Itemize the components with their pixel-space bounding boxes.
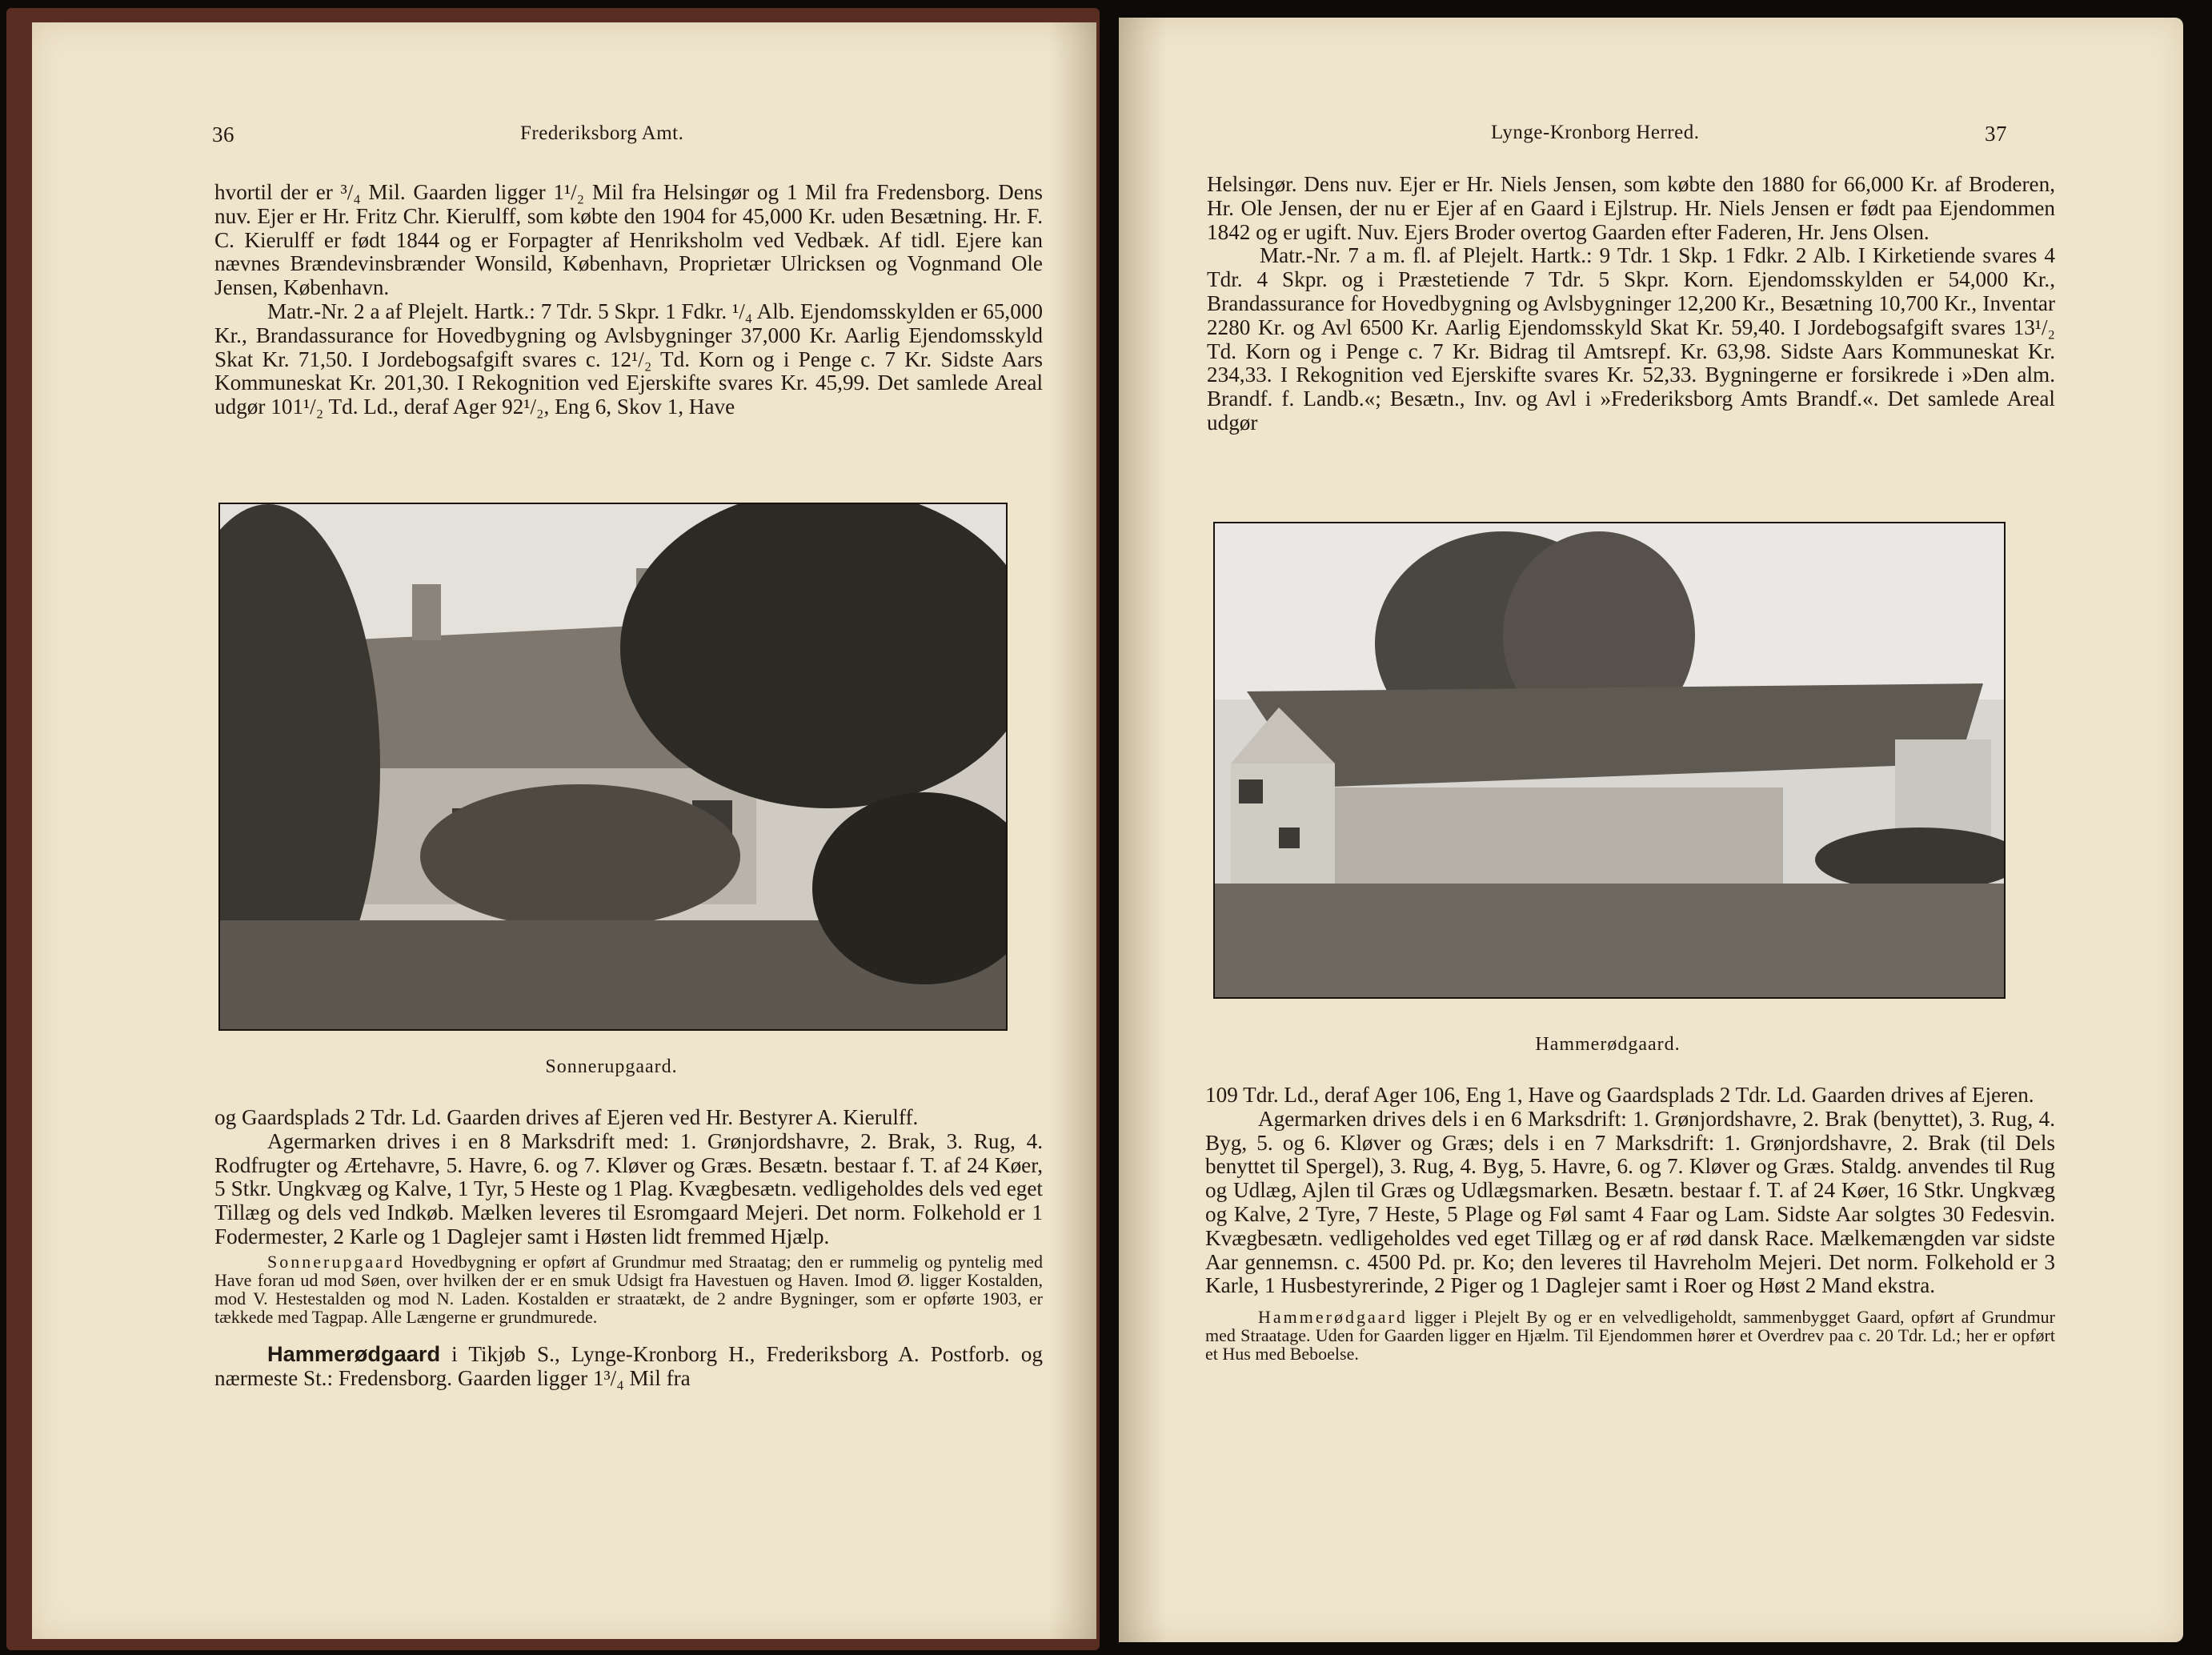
paragraph: Matr.-Nr. 2 a af Plejelt. Hartk.: 7 Tdr. 5 Skpr. 1 Fdkr. ¹/₄ Alb. Ejendomsskylden er 65,000 Kr., Brandassurance for Hovedbygning og Avlsbygninger 37,000 Kr. Aarlig Ejendomsskyld Skat Kr. 71,50. I Jordebogsafgift svares c. 12¹/₂ Td. Korn og i Penge c. 7 Kr. Sidste Aars Kommuneskat Kr. 201,30. I Rekognition ved Ejerskifte svares Kr. 45,99. Det samlede Areal udgør 101¹/₂ Td. Ld., deraf Ager 92¹/₂, Eng 6, Skov 1, Have bbox=[214, 299, 1043, 419]
estate-text: i Tikjøb S., Lynge-Kronborg H., Frederiksborg A. Postforb. og nærmeste St.: Fredensborg. Gaarden ligger 1³/₄ Mil fra bbox=[214, 1341, 1043, 1390]
house-photo-illustration bbox=[220, 504, 1006, 1029]
text-bottom bbox=[1205, 1084, 2055, 1363]
paragraph: Agermarken drives i en 8 Marksdrift med: 1. Grønjordshavre, 2. Brak, 3. Rug, 4. Rodfrugter og Ærtehavre, 5. Havre, 6. og 7. Kløver og Græs. Besætn. bestaar f. T. af 24 Køer, 5 Stkr. Ungkvæg og Kalve, 1 Tyr, 5 Heste og 1 Plag. Kvægbesætn. vedligeholdes dels ved eget Tillæg og dels ved Indkøb. Mælken leveres til Esromgaard Mejeri. Det norm. Folkehold er 1 Fodermester, 2 Karle og 1 Daglejer samt i Høsten lidt fremmed Hjælp. bbox=[214, 1128, 1043, 1248]
page-number: 37 bbox=[1985, 122, 2007, 146]
paragraph: og Gaardsplads 2 Tdr. Ld. Gaarden drives af Ejeren ved Hr. Bestyrer A. Kierulff. bbox=[214, 1105, 919, 1129]
photo-hammerodgaard bbox=[1213, 522, 2006, 999]
text-bottom bbox=[214, 1106, 1043, 1390]
paragraph bbox=[214, 1342, 1043, 1391]
small-text: ligger i Plejelt By og er en velvedligeholdt, sammenbygget Gaard, opført af Grundmur med Straatage. Uden for Gaarden ligger en Hjælm. Til Ejendommen hører et Overdrev paa c. 20 Tdr. Ld.; her er opført et Hus med Beboelse. bbox=[1205, 1307, 2055, 1364]
photo-caption: Hammerødgaard. bbox=[1535, 1034, 1681, 1055]
photo-caption: Sonnerupgaard. bbox=[545, 1056, 678, 1077]
small-lead: Sonnerupgaard bbox=[267, 1251, 406, 1272]
estate-name: Hammerødgaard bbox=[267, 1340, 441, 1366]
photo-sonnerupgaard bbox=[218, 503, 1008, 1031]
page-number: 36 bbox=[212, 122, 234, 146]
small-paragraph bbox=[1205, 1308, 2055, 1363]
spine-shadow bbox=[1048, 22, 1096, 1639]
paragraph: Helsingør. Dens nuv. Ejer er Hr. Niels Jensen, som købte den 1880 for 66,000 Kr. af Broderen, Hr. Ole Jensen, der nu er Ejer af en Gaard i Ejlstrup. Hr. Niels Jensen er født paa Ejendommen 1842 og er ugift. Nuv. Ejers Broder overtog Gaarden efter Faderen, Hr. Jens Olsen. bbox=[1207, 172, 2055, 244]
text-top bbox=[214, 181, 1043, 419]
farm-photo-illustration bbox=[1215, 523, 2004, 997]
text-top bbox=[1207, 173, 2055, 435]
paragraph: 109 Tdr. Ld., deraf Ager 106, Eng 1, Have og Gaardsplads 2 Tdr. Ld. Gaarden drives af Ejeren. bbox=[1205, 1083, 2034, 1107]
paragraph: Matr.-Nr. 7 a m. fl. af Plejelt. Hartk.: 9 Tdr. 1 Skp. 1 Fdkr. 2 Alb. I Kirketiende svares 4 Tdr. 4 Skpr. og i Præstetiende 7 Tdr. 5 Skpr. Korn. Ejendomsskylden er 54,000 Kr., Brandassurance for Hovedbygning og Avlsbygninger 12,200 Kr., Besætning 10,700 Kr., Inventar 2280 Kr. og Avl 6500 Kr. Aarlig Ejendomsskyld Skat Kr. 59,40. I Jordebogsafgift svares 13¹/₂ Td. Korn og i Penge c. 7 Kr. Bidrag til Amtsrepf. Kr. 63,98. Sidste Aars Kommuneskat Kr. 234,33. I Rekognition ved Ejerskifte svares Kr. 52,33. Bygningerne er forsikrede i »Den alm. Brandf. f. Landb.«; Besætn., Inv. og Avl i »Frederiksborg Amts Brandf.«. Det samlede Areal udgør bbox=[1207, 243, 2055, 435]
spine-shadow bbox=[1119, 18, 1167, 1642]
running-head: Frederiksborg Amt. bbox=[520, 122, 684, 144]
small-text: Hovedbygning er opført af Grundmur med Straatag; den er rummelig og pyntelig med Have foran ud mod Søen, over hvilken der er en smuk Udsigt fra Havestuen og Haven. Imod Ø. ligger Kostalden, mod V. Hestestalden og mod N. Laden. Kostalden er straatækt, de 2 andre Bygninger, som er opførte 1903, er tækkede med Tagpap. Alle Længerne er grundmurede. bbox=[214, 1251, 1043, 1327]
small-paragraph bbox=[214, 1252, 1043, 1326]
right-page bbox=[1119, 18, 2183, 1642]
paragraph: Agermarken drives dels i en 6 Marksdrift: 1. Grønjordshavre, 2. Brak (benyttet), 3. Rug, 4. Byg, 5. og 6. Kløver og Græs; dels i en 7 Marksdrift: 1. Grønjordshavre, 2. Brak (til Dels benyttet til Spergel), 3. Rug, 4. Byg, 5. Havre, 6. og 7. Kløver og Græs. Staldg. anvendes til Rug og Udlæg, Ajlen til Græs og Udlægsmarken. Besætn. bestaar f. T. af 24 Køer, 16 Stkr. Ungkvæg og Kalve, 2 Tyre, 7 Heste, 5 Plage og Føl samt 4 Faar og Lam. Sidste Aar solgtes 30 Fedesvin. Kvægbesætn. vedligeholdes ved eget Tillæg og er af rød dansk Race. Mælkemængden var sidste Aar gennemsn. c. 4500 Pd. pr. Ko; den leveres til Havreholm Mejeri. Det norm. Folkehold er 3 Karle, 1 Husbestyrerinde, 2 Piger og 1 Daglejer samt i Roer og Høst 2 Mand ekstra. bbox=[1205, 1106, 2055, 1298]
running-head: Lynge-Kronborg Herred. bbox=[1491, 122, 1700, 143]
paragraph: hvortil der er ³/₄ Mil. Gaarden ligger 1¹/₂ Mil fra Helsingør og 1 Mil fra Fredensborg. Dens nuv. Ejer er Hr. Fritz Chr. Kierulff, som købte den 1904 for 45,000 Kr. uden Besætning. Hr. F. C. Kierulff er født 1844 og er Forpagter af Henriksholm ved Vedbæk. Af tidl. Ejere kan nævnes Brændevinsbrænder Wonsild, København, Proprietær Ulricksen og Vognmand Ole Jensen, København. bbox=[214, 180, 1043, 300]
small-lead: Hammerødgaard bbox=[1258, 1307, 1408, 1328]
left-page bbox=[32, 22, 1096, 1639]
